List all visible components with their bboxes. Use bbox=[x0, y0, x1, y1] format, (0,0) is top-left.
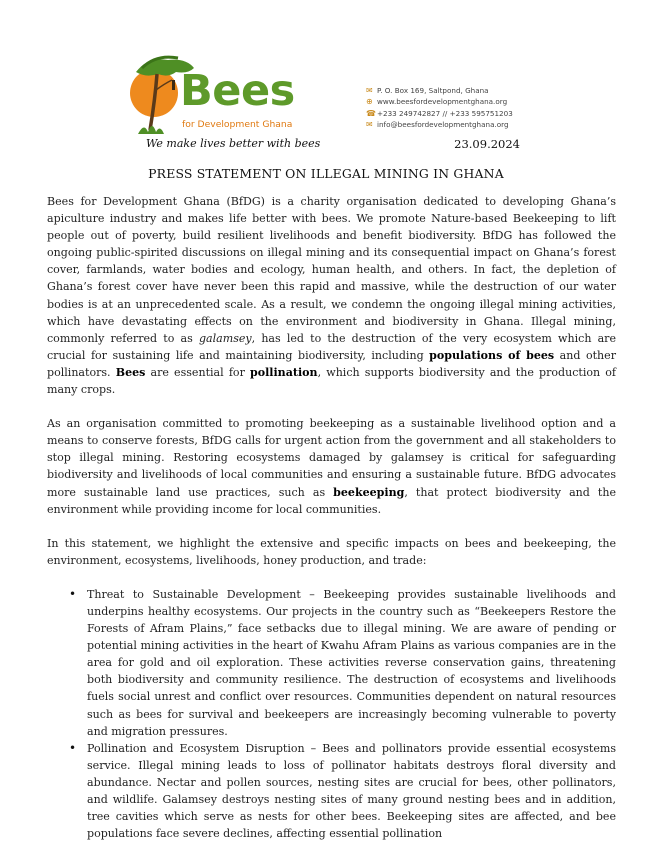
globe-icon: ⊕ bbox=[366, 97, 373, 107]
statement-body bbox=[47, 193, 616, 842]
phone-icon: ☎ bbox=[366, 108, 376, 118]
mailbox-icon: ✉ bbox=[366, 86, 373, 95]
contact-address-text: P. O. Box 169, Saltpond, Ghana bbox=[377, 86, 489, 95]
logo-wordmark: Bees bbox=[180, 66, 295, 116]
text-run: are essential for bbox=[145, 365, 250, 379]
list-item: • Pollination and Ecosystem Disruption – Bees and pollinators provide essential ecosystems service. Illegal mining leads to loss of pollinator habitats destroys floral diversity and abundance. Nectar and pollen sources, nesting sites are crucial for bees, other pollinators, and wildlife. Galamsey destroys nesting sites of many ground nesting bees and in addition, tree cavities which serve as nests for other bees. Beekeeping sites are affected, and bee populations face severe declines, affecting essential pollination bbox=[87, 740, 616, 843]
text-run: and other pollinators. bbox=[47, 348, 616, 379]
text-run: , has led to the destruction of the very ecosystem which are crucial for sustaining life and maintaining biodiversity, including bbox=[47, 331, 616, 362]
statement-date: 23.09.2024 bbox=[454, 137, 520, 151]
paragraph-call-to-action bbox=[47, 415, 616, 518]
logo bbox=[128, 50, 308, 140]
bold-term: Bees bbox=[115, 365, 146, 379]
bold-term: pollination bbox=[250, 365, 318, 379]
bold-term: beekeeping bbox=[333, 485, 405, 499]
bold-term: populations of bees bbox=[429, 348, 555, 362]
impact-list bbox=[47, 586, 616, 842]
contact-phone-text: +233 249742827 // +233 595751203 bbox=[377, 108, 513, 118]
contact-block bbox=[366, 85, 513, 131]
italic-term: galamsey bbox=[198, 331, 252, 345]
contact-email[interactable] bbox=[366, 119, 513, 130]
contact-website[interactable] bbox=[366, 96, 513, 107]
paragraph-overview: In this statement, we highlight the extensive and specific impacts on bees and beekeeping, the environment, ecosystems, livelihoods, honey production, and trade: bbox=[47, 536, 616, 567]
text-run: , which supports biodiversity and the production of many crops. bbox=[47, 365, 617, 397]
logo-subtitle: for Development Ghana bbox=[182, 119, 293, 130]
envelope-icon: ✉ bbox=[366, 120, 373, 130]
text-run: As an organisation committed to promoting beekeeping as a sustainable livelihood option and a means to conserve forests, BfDG calls for urgent action from the government and all stakeholders to stop illegal mining. Restoring ecosystems damaged by galamsey is critical for safeguarding biodiversity and livelihoods of local communities and ensuring a sustainable future. BfDG advocates more sustainable land use practices, such as bbox=[47, 417, 616, 499]
contact-phone bbox=[366, 108, 513, 119]
page-title: PRESS STATEMENT ON ILLEGAL MINING IN GHANA bbox=[148, 166, 504, 181]
list-item: • Threat to Sustainable Development – Beekeeping provides sustainable livelihoods and underpins healthy ecosystems. Our projects in the country such as “Beekeepers Restore the Forests of Afram Plains,” face setbacks due to illegal mining. We are aware of pending or potential mining activities in the heart of Kwahu Afram Plains as various companies are in the area for gold and oil exploration. These activities reverse conservation gains, threatening both biodiversity and community resilience. The destruction of ecosystems and livelihoods fuels social unrest and conflict over resources. Communities dependent on natural resources such as bees for survival and beekeepers are increasingly becoming vulnerable to poverty and migration pressures. bbox=[87, 586, 616, 740]
text-run: , that protect biodiversity and the environment while providing income for local communities. bbox=[47, 485, 616, 516]
contact-address bbox=[366, 85, 513, 96]
paragraph-intro bbox=[47, 193, 616, 398]
contact-email-text[interactable]: info@beesfordevelopmentghana.org bbox=[377, 120, 509, 130]
text-run: Bees for Development Ghana (BfDG) is a charity organisation dedicated to developing Ghana’s apiculture industry and makes life better with bees. We promote Nature-based Beekeeping to lift people out of poverty, build resilient livelihoods and benefit biodiversity. BfDG has followed the ongoing public-spirited discussions on illegal mining and its consequential impact on Ghana’s forest cover, farmlands, water bodies and ecology, human health, and others. In fact, the depletion of Ghana’s forest cover have never been this rapid and massive, while the destruction of our water bodies is at an unprecedented scale. As a result, we condemn the ongoing illegal mining activities, which have devastating effects on the environment and biodiversity in Ghana. Illegal mining, commonly referred to as bbox=[47, 195, 616, 345]
contact-website-text[interactable]: www.beesfordevelopmentghana.org bbox=[377, 97, 508, 107]
tagline: We make lives better with bees bbox=[146, 137, 321, 150]
